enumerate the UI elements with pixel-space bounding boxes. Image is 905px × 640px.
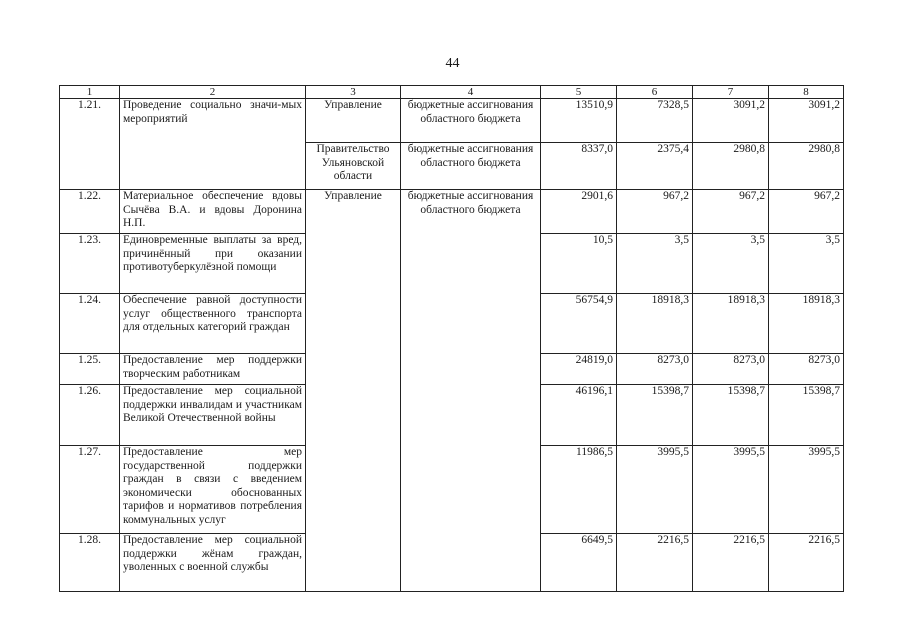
value-year-1: 2216,5 <box>617 534 693 592</box>
value-total: 11986,5 <box>541 446 617 534</box>
row-number: 1.21. <box>60 99 120 190</box>
row-number: 1.26. <box>60 385 120 446</box>
column-header: 5 <box>541 86 617 99</box>
column-header: 8 <box>769 86 844 99</box>
value-year-1: 967,2 <box>617 190 693 234</box>
executor: Правительство Ульяновской области <box>306 143 401 190</box>
value-year-2: 15398,7 <box>693 385 769 446</box>
value-year-2: 2216,5 <box>693 534 769 592</box>
value-total: 24819,0 <box>541 354 617 385</box>
value-year-2: 2980,8 <box>693 143 769 190</box>
budget-table <box>59 85 844 592</box>
executor: Управление <box>306 190 401 592</box>
value-year-2: 967,2 <box>693 190 769 234</box>
value-year-1: 7328,5 <box>617 99 693 143</box>
value-year-3: 2980,8 <box>769 143 844 190</box>
row-number: 1.25. <box>60 354 120 385</box>
value-year-1: 2375,4 <box>617 143 693 190</box>
column-header: 2 <box>120 86 306 99</box>
executor: Управление <box>306 99 401 143</box>
funding-source: бюджетные ассигнования областного бюджета <box>401 99 541 143</box>
value-year-1: 8273,0 <box>617 354 693 385</box>
column-header: 4 <box>401 86 541 99</box>
column-header: 7 <box>693 86 769 99</box>
measure-name: Проведение социально значи-мых мероприятий <box>120 99 306 190</box>
row-number: 1.28. <box>60 534 120 592</box>
row-number: 1.23. <box>60 234 120 294</box>
value-total: 10,5 <box>541 234 617 294</box>
column-header: 3 <box>306 86 401 99</box>
value-year-3: 2216,5 <box>769 534 844 592</box>
measure-name: Обеспечение равной доступности услуг общественного транспорта для отдельных категорий граждан <box>120 294 306 354</box>
value-year-3: 8273,0 <box>769 354 844 385</box>
row-number: 1.22. <box>60 190 120 234</box>
value-year-1: 3995,5 <box>617 446 693 534</box>
value-year-2: 3,5 <box>693 234 769 294</box>
value-total: 6649,5 <box>541 534 617 592</box>
value-year-3: 3,5 <box>769 234 844 294</box>
column-number-row <box>60 86 844 99</box>
measure-name: Предоставление мер социальной поддержки жёнам граждан, уволенных с военной службы <box>120 534 306 592</box>
value-year-3: 3091,2 <box>769 99 844 143</box>
value-year-3: 3995,5 <box>769 446 844 534</box>
table-row <box>60 99 844 143</box>
measure-name: Предоставление мер государственной поддержки граждан в связи с введением экономически обоснованных тарифов и нормативов потребления коммунальных услуг <box>120 446 306 534</box>
row-number: 1.27. <box>60 446 120 534</box>
value-year-2: 18918,3 <box>693 294 769 354</box>
value-year-2: 8273,0 <box>693 354 769 385</box>
value-year-3: 18918,3 <box>769 294 844 354</box>
measure-name: Материальное обеспечение вдовы Сычёва В.А. и вдовы Доронина Н.П. <box>120 190 306 234</box>
page-number: 44 <box>445 56 460 71</box>
value-total: 2901,6 <box>541 190 617 234</box>
measure-name: Предоставление мер социальной поддержки инвалидам и участникам Великой Отечественной войны <box>120 385 306 446</box>
value-year-2: 3091,2 <box>693 99 769 143</box>
funding-source: бюджетные ассигнования областного бюджета <box>401 143 541 190</box>
value-year-1: 3,5 <box>617 234 693 294</box>
value-total: 8337,0 <box>541 143 617 190</box>
column-header: 1 <box>60 86 120 99</box>
value-total: 13510,9 <box>541 99 617 143</box>
value-year-3: 15398,7 <box>769 385 844 446</box>
value-year-3: 967,2 <box>769 190 844 234</box>
measure-name: Единовременные выплаты за вред, причинённый при оказании противотуберкулёзной помощи <box>120 234 306 294</box>
value-year-1: 15398,7 <box>617 385 693 446</box>
value-year-2: 3995,5 <box>693 446 769 534</box>
table-row <box>60 190 844 234</box>
value-total: 56754,9 <box>541 294 617 354</box>
row-number: 1.24. <box>60 294 120 354</box>
measure-name: Предоставление мер поддержки творческим работникам <box>120 354 306 385</box>
value-year-1: 18918,3 <box>617 294 693 354</box>
column-header: 6 <box>617 86 693 99</box>
funding-source: бюджетные ассигнования областного бюджета <box>401 190 541 592</box>
value-total: 46196,1 <box>541 385 617 446</box>
